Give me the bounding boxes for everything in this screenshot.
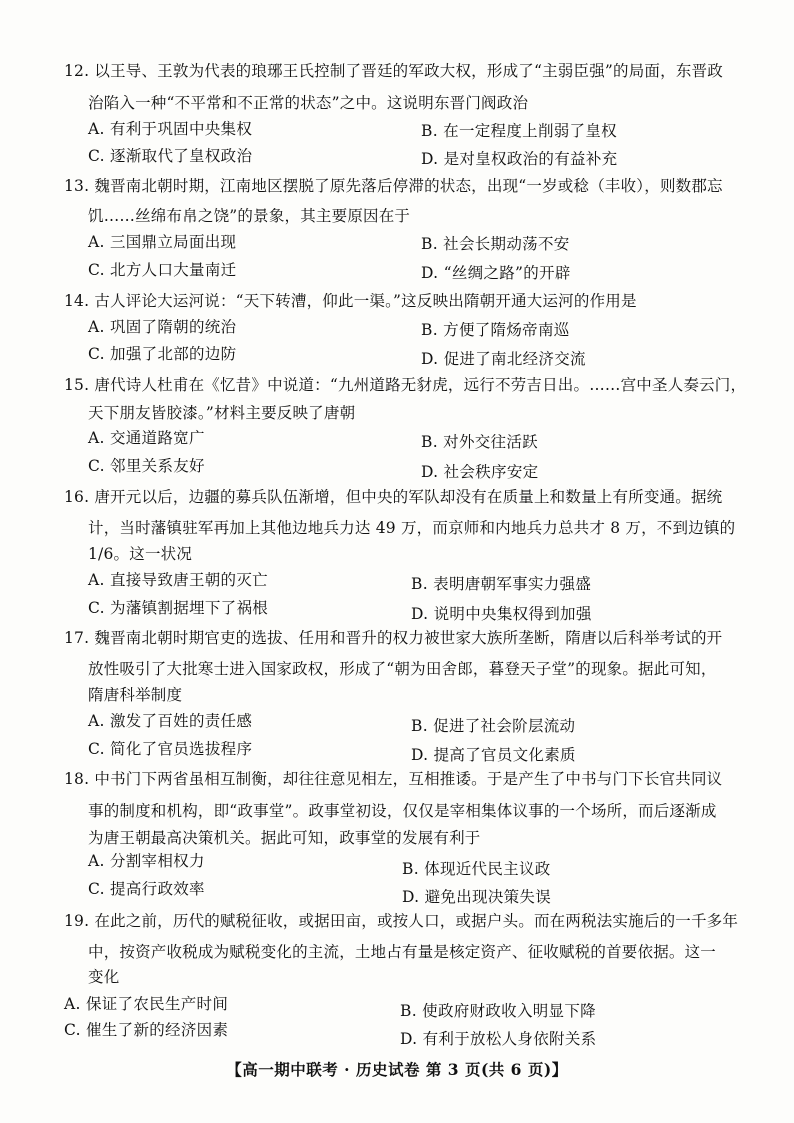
option-b: B. 体现近代民主议政 — [402, 860, 551, 878]
option-c: C. 邻里关系友好 — [88, 457, 205, 475]
question-stem-line: 14. 古人评论大运河说：“天下转漕，仰此一渠。”这反映出隋朝开通大运河的作用是 — [64, 292, 637, 310]
question-stem-line: 19. 在此之前，历代的赋税征收，或据田亩，或按人口，或据户头。而在两税法实施后的一千多年 — [64, 912, 739, 930]
question-stem-line: 13. 魏晋南北朝时期，江南地区摆脱了原先落后停滞的状态，出现“一岁或稔（丰收），则数郡忘 — [64, 177, 723, 195]
question-stem-line: 12. 以王导、王敦为代表的琅琊王氏控制了晋廷的军政大权，形成了“主弱臣强”的局面，东晋政 — [64, 62, 723, 80]
question-stem-line: 15. 唐代诗人杜甫在《忆昔》中说道：“九州道路无豺虎，远行不劳吉日出。……宫中圣人奏云门， — [64, 376, 747, 394]
option-b: B. 对外交往活跃 — [421, 433, 538, 451]
option-a: A. 分割宰相权力 — [88, 852, 205, 870]
option-c: C. 加强了北部的边防 — [88, 345, 237, 363]
question-stem-line: 变化 — [88, 968, 120, 986]
question-stem-line: 饥……丝绵布帛之饶”的景象，其主要原因在于 — [88, 207, 411, 225]
question-stem-line: 隋唐科举制度 — [88, 686, 183, 704]
question-stem-line: 天下朋友皆胶漆。”材料主要反映了唐朝 — [88, 404, 356, 422]
option-d: D. 有利于放松人身依附关系 — [400, 1030, 597, 1048]
option-a: A. 激发了百姓的责任感 — [88, 712, 253, 730]
question-stem-line: 16. 唐开元以后，边疆的募兵队伍渐增，但中央的军队却没有在质量上和数量上有所变通。据统 — [64, 488, 723, 506]
option-a: A. 三国鼎立局面出现 — [88, 233, 237, 251]
option-b: B. 社会长期动荡不安 — [421, 235, 570, 253]
question-stem-line: 17. 魏晋南北朝时期官吏的选拔、任用和晋升的权力被世家大族所垄断，隋唐以后科举考试的开 — [64, 629, 723, 647]
question-stem-line: 1/6。这一状况 — [88, 545, 193, 563]
option-c: C. 催生了新的经济因素 — [64, 1021, 229, 1039]
option-d: D. 提高了官员文化素质 — [411, 746, 576, 764]
option-c: C. 简化了官员选拔程序 — [88, 740, 253, 758]
option-d: D. 是对皇权政治的有益补充 — [421, 150, 618, 168]
option-b: B. 方便了隋炀帝南巡 — [421, 321, 570, 339]
option-a: A. 保证了农民生产时间 — [64, 995, 229, 1013]
option-b: B. 在一定程度上削弱了皇权 — [421, 122, 617, 140]
question-stem-line: 计，当时藩镇驻军再加上其他边地兵力达 49 万，而京师和内地兵力总共才 8 万，不到边镇的 — [88, 519, 736, 537]
option-d: D. 说明中央集权得到加强 — [411, 605, 592, 623]
question-stem-line: 18. 中书门下两省虽相互制衡，却往往意见相左，互相推诿。于是产生了中书与门下长官共同议 — [64, 770, 723, 788]
option-b: B. 促进了社会阶层流动 — [411, 717, 576, 735]
question-stem-line: 放性吸引了大批寒士进入国家政权，形成了“朝为田舍郎，暮登天子堂”的现象。据此可知， — [88, 660, 717, 678]
option-b: B. 使政府财政收入明显下降 — [400, 1002, 596, 1020]
question-stem-line: 治陷入一种“不平常和不正常的状态”之中。这说明东晋门阀政治 — [88, 94, 529, 112]
option-c: C. 北方人口大量南迁 — [88, 261, 237, 279]
option-d: D. 避免出现决策失误 — [402, 888, 552, 906]
option-c: C. 逐渐取代了皇权政治 — [88, 147, 253, 165]
option-a: A. 巩固了隋朝的统治 — [88, 318, 237, 336]
option-c: C. 提高行政效率 — [88, 880, 205, 898]
option-a: A. 直接导致唐王朝的灭亡 — [88, 571, 268, 589]
question-stem-line: 为唐王朝最高决策机关。据此可知，政事堂的发展有利于 — [88, 829, 481, 847]
option-a: A. 交通道路宽广 — [88, 429, 205, 447]
option-a: A. 有利于巩固中央集权 — [88, 120, 253, 138]
question-stem-line: 事的制度和机构，即“政事堂”。政事堂初设，仅仅是宰相集体议事的一个场所，而后逐渐成 — [88, 802, 717, 820]
question-stem-line: 中，按资产收税成为赋税变化的主流，土地占有量是核定资产、征收赋税的首要依据。这一 — [88, 943, 717, 961]
option-c: C. 为藩镇割据埋下了祸根 — [88, 599, 269, 617]
option-d: D. 促进了南北经济交流 — [421, 350, 586, 368]
option-b: B. 表明唐朝军事实力强盛 — [411, 575, 592, 593]
option-d: D. “丝绸之路”的开辟 — [421, 264, 571, 282]
option-d: D. 社会秩序安定 — [421, 463, 539, 481]
page-footer: 【高一期中联考 · 历史试卷 第 3 页(共 6 页)】 — [226, 1060, 568, 1079]
